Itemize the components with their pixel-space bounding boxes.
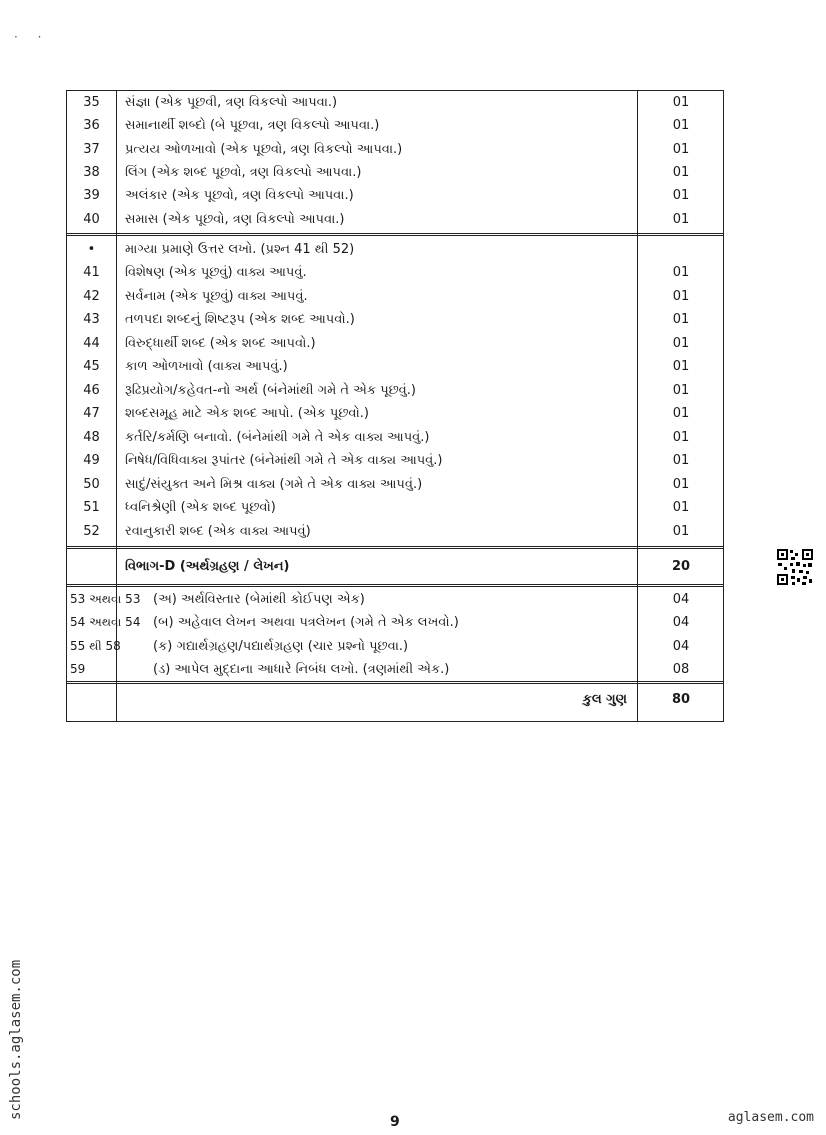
table-row <box>67 355 723 378</box>
question-number: 46 <box>83 382 100 398</box>
question-number: 45 <box>83 359 100 374</box>
question-number: 38 <box>83 164 100 180</box>
question-number: 55 થી 58 <box>70 638 121 653</box>
question-description: સંજ્ઞા (એક પૂછવી, ત્રણ વિકલ્પો આપવા.) <box>125 95 338 110</box>
page-number: 9 <box>390 1114 400 1130</box>
table-row <box>67 379 723 402</box>
question-number: 59 <box>70 661 86 676</box>
question-description: સાદું/સંયુક્ત અને મિશ્ર વાક્ય (ગમે તે એક વાક્ય આપવું.) <box>125 476 423 492</box>
watermark-aglasem: aglasem.com <box>727 1110 814 1125</box>
table-row <box>67 588 723 611</box>
total-label: કુલ ગુણ <box>582 692 627 707</box>
table-row <box>67 208 723 231</box>
question-number: 53 અથવા 53 <box>70 592 141 606</box>
total-row <box>67 688 723 711</box>
section-d-title: વિભાગ-D (અર્થગ્રહણ / લેખન) <box>125 559 290 574</box>
section-d-marks: 20 <box>671 559 691 574</box>
question-marks: 01 <box>672 141 690 157</box>
question-number: 36 <box>83 118 100 134</box>
table-row <box>67 332 723 355</box>
question-description: રૂઢિપ્રયોગ/કહેવત-નો અર્થ (બંનેમાંથી ગમે તે એક પૂછવું.) <box>125 382 416 398</box>
table-row <box>67 261 723 284</box>
question-marks: 01 <box>672 118 690 134</box>
bullet-icon: • <box>87 242 96 257</box>
question-marks: 01 <box>672 453 690 468</box>
section-d-row <box>67 555 723 578</box>
question-number: 51 <box>83 500 100 515</box>
question-description: કાળ ઓળખાવો (વાક્ય આપવું.) <box>125 359 288 374</box>
question-marks: 01 <box>672 164 690 180</box>
question-number: 37 <box>83 141 100 157</box>
row-divider <box>67 233 723 236</box>
question-description: શબ્દસમૂહ માટે એક શબ્દ આપો. (એક પૂછવો.) <box>125 406 369 421</box>
question-marks: 04 <box>672 615 690 631</box>
question-marks: 01 <box>672 188 690 204</box>
question-number: 39 <box>83 188 100 204</box>
question-number: 42 <box>83 288 100 304</box>
question-description: ધ્વનિશ્રેણી (એક શબ્દ પૂછવો) <box>125 500 276 515</box>
table-row <box>67 520 723 543</box>
marks-table <box>66 90 724 722</box>
table-row <box>67 449 723 472</box>
question-description: રવાનુકારી શબ્દ (એક વાક્ય આપવું) <box>125 523 311 539</box>
question-marks: 01 <box>672 406 690 421</box>
question-description: કર્તરિ/કર્મણિ બનાવો. (બંનેમાંથી ગમે તે એક વાક્ય આપવું.) <box>125 429 430 445</box>
watermark-schools-aglasem: schools.aglasem.com <box>8 959 24 1120</box>
table-row <box>67 285 723 308</box>
question-description: (અ) અર્થવિસ્તાર (બેમાંથી કોઈપણ એક) <box>153 592 365 607</box>
question-marks: 01 <box>672 312 690 327</box>
question-number: 48 <box>83 429 100 445</box>
table-row <box>67 473 723 496</box>
question-marks: 04 <box>672 638 690 654</box>
scan-marks: · · <box>14 30 50 44</box>
question-description: સમાનાર્થી શબ્દો (બે પૂછવા, ત્રણ વિકલ્પો આપવા.) <box>125 118 380 134</box>
question-marks: 01 <box>672 265 690 280</box>
question-number: 50 <box>83 476 100 492</box>
question-number: 35 <box>83 95 100 110</box>
table-row <box>67 426 723 449</box>
question-description: સર્વનામ (એક પૂછવું) વાક્ય આપવું. <box>125 288 308 304</box>
row-divider <box>67 546 723 549</box>
question-description: તળપદા શબ્દનું શિષ્ટરૂપ (એક શબ્દ આપવો.) <box>125 312 355 327</box>
question-description: (ક) ગદ્યાર્થગ્રહણ/પદ્યાર્થગ્રહણ (ચાર પ્રશ્નો પૂછવા.) <box>153 638 409 654</box>
question-marks: 01 <box>672 382 690 398</box>
table-row <box>67 635 723 658</box>
question-description: વિશેષણ (એક પૂછવું) વાક્ય આપવું. <box>125 265 307 280</box>
table-row <box>67 161 723 184</box>
question-marks: 01 <box>672 359 690 374</box>
question-marks: 01 <box>672 335 690 351</box>
qr-code-icon <box>776 548 814 586</box>
question-description: અલંકાર (એક પૂછવો, ત્રણ વિકલ્પો આપવા.) <box>125 188 354 204</box>
question-marks: 01 <box>672 95 690 110</box>
question-description: સમાસ (એક પૂછવો, ત્રણ વિકલ્પો આપવા.) <box>125 211 345 227</box>
question-marks: 01 <box>672 500 690 515</box>
question-number: 52 <box>83 523 100 539</box>
question-description: લિંગ (એક શબ્દ પૂછવો, ત્રણ વિકલ્પો આપવા.) <box>125 164 362 180</box>
question-marks: 01 <box>672 429 690 445</box>
table-row <box>67 184 723 207</box>
table-row <box>67 91 723 114</box>
question-number: 49 <box>83 453 100 468</box>
question-number: 40 <box>83 211 100 227</box>
question-marks: 01 <box>672 523 690 539</box>
question-description: (બ) અહેવાલ લેખન અથવા પત્રલેખન (ગમે તે એક લખવો.) <box>153 615 459 631</box>
instruction-text: માગ્યા પ્રમાણે ઉત્તર લખો. (પ્રશ્ન 41 થી 52) <box>125 242 355 257</box>
row-divider <box>67 584 723 587</box>
instruction-row <box>67 238 723 261</box>
table-row <box>67 496 723 519</box>
question-number: 47 <box>83 406 100 421</box>
question-description: (ડ) આપેલ મુદ્દાના આધારે નિબંધ લખો. (ત્રણમાંથી એક.) <box>153 661 450 677</box>
total-marks: 80 <box>671 692 691 707</box>
question-marks: 01 <box>672 288 690 304</box>
question-number: 43 <box>83 312 100 327</box>
table-row <box>67 308 723 331</box>
question-marks: 01 <box>672 211 690 227</box>
question-number: 41 <box>83 265 100 280</box>
question-number: 54 અથવા 54 <box>70 615 141 630</box>
table-row <box>67 114 723 137</box>
question-marks: 08 <box>672 661 690 677</box>
question-description: નિષેધ/વિધિવાક્ય રૂપાંતર (બંનેમાંથી ગમે તે એક વાક્ય આપવું.) <box>125 453 443 468</box>
table-row <box>67 402 723 425</box>
question-marks: 04 <box>672 592 690 607</box>
table-row <box>67 138 723 161</box>
table-row <box>67 658 723 681</box>
row-divider <box>67 681 723 684</box>
question-number: 44 <box>83 335 100 351</box>
question-description: વિરુદ્ધાર્થી શબ્દ (એક શબ્દ આપવો.) <box>125 335 316 351</box>
question-marks: 01 <box>672 476 690 492</box>
question-description: પ્રત્યય ઓળખાવો (એક પૂછવો, ત્રણ વિકલ્પો આપવા.) <box>125 141 403 157</box>
table-row <box>67 611 723 634</box>
